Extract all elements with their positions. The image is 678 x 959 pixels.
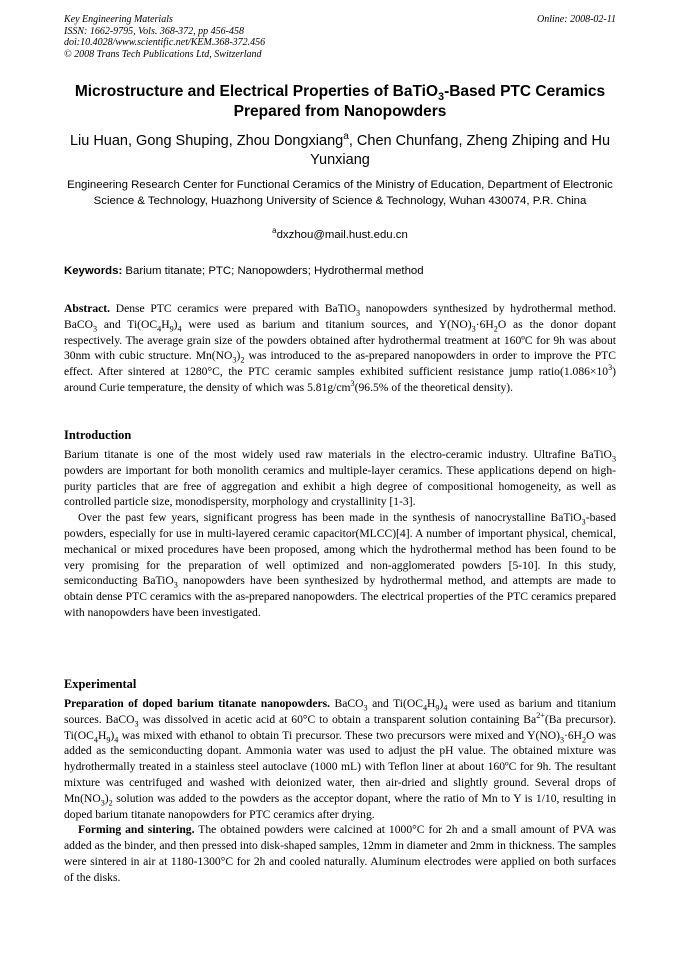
section-heading-experimental: Experimental	[64, 677, 137, 691]
keywords-label: Keywords:	[64, 265, 123, 277]
journal-name: Key Engineering Materials	[64, 14, 173, 25]
paragraph: Barium titanate is one of the most widely used raw materials in the electro-ceramic industry. Ultrafine BaTiO$_3$ powders are important for both monolith ceramics and multiple-layer ceramics. These applications depend on high-purity particles that are free of aggregation and exhibit a high degree of compositional homogeneity, as well as controlled particle size, monodispersity, morphology and crystallinity [1-3].	[64, 448, 616, 509]
author-list: Liu Huan, Gong Shuping, Zhou Dongxiang$^a$, Chen Chunfang, Zheng Zhiping and Hu Yunxiang	[69, 131, 611, 168]
keywords: Keywords: Barium titanate; PTC; Nanopowders; Hydrothermal method	[64, 265, 424, 277]
journal-issn: ISSN: 1662-9795, Vols. 368-372, pp 456-458	[64, 25, 244, 37]
paragraph: Forming and sintering. The obtained powders were calcined at 1000°C for 2h and a small amount of PVA was added as the binder, and then pressed into disk-shaped samples, 12mm in diameter and 2mm in thickness. The samples were sintered in air at 1180-1300°C for 2h and cooled naturally. Aluminum electrodes were applied on both surfaces of the disks.	[64, 823, 616, 884]
abstract: Abstract. Dense PTC ceramics were prepared with BaTiO$_3$ nanopowders synthesized by hydrothermal method. BaCO$_3$ and $Ti(OC_4H_9)_4$ were used as barium and titanium sources, and $Y(NO)_3\cdot 6H_2O$ as the donor dopant respectively. The average grain size of the powders obtained after hydrothermal treatment at 160ºC for 9h was about 30nm with cubic structure. $Mn(NO_3)_2$ was introduced to the as-prepared nanopowders in order to improve the PTC effect. After sintered at 1280°C, the PTC ceramic samples exhibited sufficient resistance jump $ratio(1.086\times 10^3)$ around Curie temperature, the density of which was $5.81g/cm^3(96.5\%$ of the theoretical density).	[64, 302, 616, 394]
journal-doi: doi:10.4028/www.scientific.net/KEM.368-372.456	[64, 37, 266, 48]
paper-title: Microstructure and Electrical Properties of BaTiO$_3$-Based PTC Ceramics Prepared from Nanopowders	[74, 83, 606, 120]
subsection-label: Forming and sintering.	[78, 823, 195, 837]
journal-header	[64, 14, 616, 60]
introduction-section	[64, 427, 616, 621]
subsection-label: Preparation of doped barium titanate nanopowders.	[64, 697, 331, 710]
section-heading-introduction: Introduction	[64, 428, 132, 442]
paragraph: Preparation of doped barium titanate nanopowders. BaCO$_3$ and $Ti(OC_4H_9)_4$ were used as barium and titanium sources. BaCO$_3$ was dissolved in acetic acid at 60°C to obtain a transparent solution containing $Ba^{2+}(Ba$ precursor). $Ti(OC_4H_9)_4$ was mixed with ethanol to obtain Ti precursor. These two precursors were mixed and $Y(NO)_3\cdot 6H_2O$ was added as the semiconducting dopant. Ammonia water was used to adjust the pH value. The obtained mixture was hydrothermally treated in a stainless steel autoclave (1000 mL) with Teflon liner at about 160ºC for 9h. The resultant mixture was centrifuged and washed with deionized water, then air-dried and slightly ground. Several drops of $Mn(NO_3)_2$ solution was added to the powders as the acceptor dopant, where the ratio of Mn to Y is 1/10, resulting in doped barium titanate nanopowders for PTC ceramics after drying.	[64, 697, 616, 821]
online-date: Online: 2008-02-11	[537, 14, 616, 25]
experimental-section	[64, 676, 616, 886]
corresponding-email: $^a$dxzhou@mail.hust.edu.cn	[272, 226, 408, 241]
journal-copyright: © 2008 Trans Tech Publications Ltd, Switzerland	[64, 48, 262, 60]
affiliation: Engineering Research Center for Functional Ceramics of the Ministry of Education, Department of Electronic Science & Technology, Huazhong University of Science & Technology, Wuhan 430074, P.R. China	[67, 179, 613, 207]
abstract-label: Abstract.	[64, 302, 111, 315]
paragraph: Over the past few years, significant progress has been made in the synthesis of nanocrystalline BaTiO$_3$-based powders, especially for use in multi-layered ceramic capacitor(MLCC)[4]. A number of important physical, chemical, mechanical or mixed procedures have been proposed, among which the hydrothermal method has been found to be very promising for the preparation of well optimized and non-agglomerated powders [5-10]. In this study, semiconducting BaTiO$_3$ nanopowders have been synthesized by hydrothermal method, and attempts are made to obtain dense PTC ceramics with the as-prepared nanopowders. The electrical properties of the PTC ceramics prepared with nanopowders have been investigated.	[64, 511, 616, 619]
